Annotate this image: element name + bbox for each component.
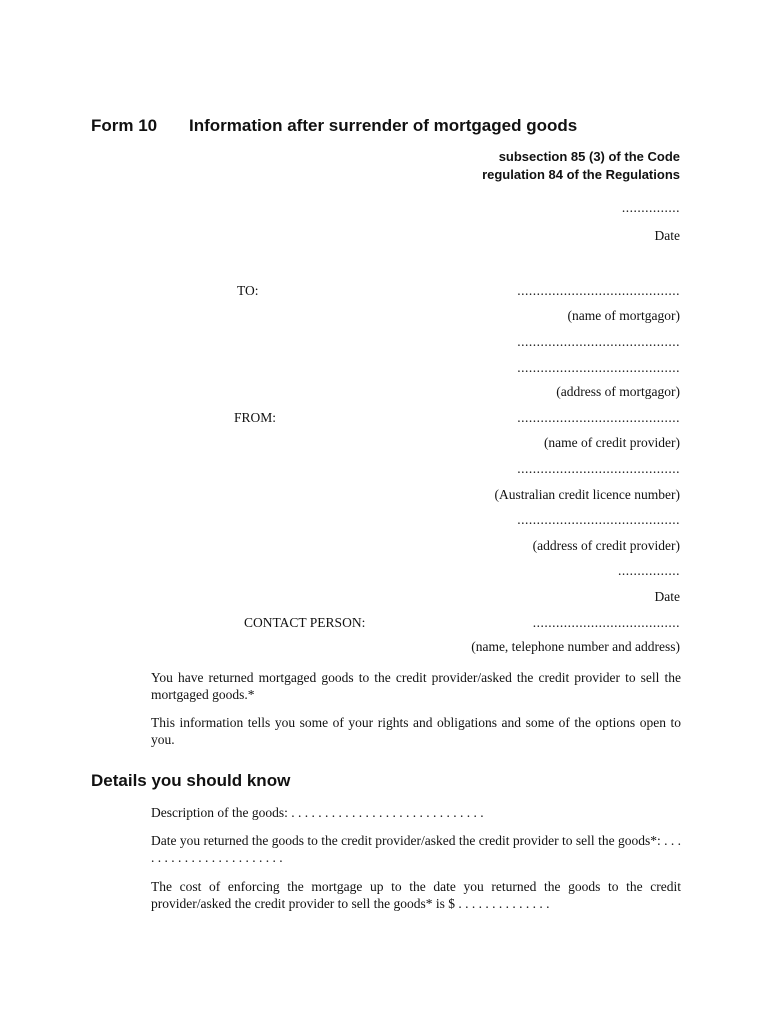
- to-label: TO:: [237, 283, 259, 298]
- credit-licence-caption: (Australian credit licence number): [494, 487, 680, 502]
- form-title: Information after surrender of mortgaged goods: [189, 116, 578, 135]
- contact-person-caption: (name, telephone number and address): [471, 639, 680, 654]
- mortgagor-name-field[interactable]: ..........................................: [517, 283, 680, 298]
- contact-person-label: CONTACT PERSON:: [244, 615, 366, 630]
- reference-regulations: regulation 84 of the Regulations: [482, 167, 680, 182]
- mortgagor-address-caption: (address of mortgagor): [556, 384, 680, 399]
- from-label: FROM:: [234, 410, 277, 425]
- intro-paragraph-2: This information tells you some of your rights and obligations and some of the options open to you.: [151, 715, 681, 747]
- from-date-field[interactable]: ................: [618, 563, 680, 578]
- credit-provider-address-field[interactable]: ..........................................: [517, 512, 680, 527]
- goods-description-item: Description of the goods: . . . . . . . . . . . . . . . . . . . . . . . . . . . . .: [151, 805, 484, 820]
- reference-code: subsection 85 (3) of the Code: [498, 149, 680, 164]
- mortgagor-address-field-2[interactable]: ..........................................: [517, 360, 680, 375]
- form-number: Form 10: [91, 116, 158, 135]
- credit-provider-name-caption: (name of credit provider): [543, 435, 680, 450]
- enforcement-cost-item: The cost of enforcing the mortgage up to the date you returned the goods to the credit provider/asked the credit provider to sell the goods* is $ . . . . . . . . . . . . . .: [151, 879, 681, 911]
- credit-provider-address-caption: (address of credit provider): [532, 538, 680, 553]
- credit-provider-name-field[interactable]: ..........................................: [517, 410, 680, 425]
- details-heading: Details you should know: [91, 771, 291, 790]
- contact-person-field[interactable]: ......................................: [532, 615, 680, 630]
- mortgagor-address-field-1[interactable]: ..........................................: [517, 334, 680, 349]
- return-date-item: Date you returned the goods to the credit provider/asked the credit provider to sell the goods*: . . . . . . . . . . . . . . . . . . . . . . .: [151, 833, 681, 865]
- intro-paragraph-1: You have returned mortgaged goods to the credit provider/asked the credit provider to sell the mortgaged goods.*: [151, 670, 681, 702]
- date-field[interactable]: ...............: [621, 200, 680, 215]
- from-date-label: Date: [654, 589, 680, 604]
- credit-licence-field[interactable]: ..........................................: [517, 461, 680, 476]
- date-label: Date: [654, 228, 680, 243]
- mortgagor-name-caption: (name of mortgagor): [567, 308, 680, 323]
